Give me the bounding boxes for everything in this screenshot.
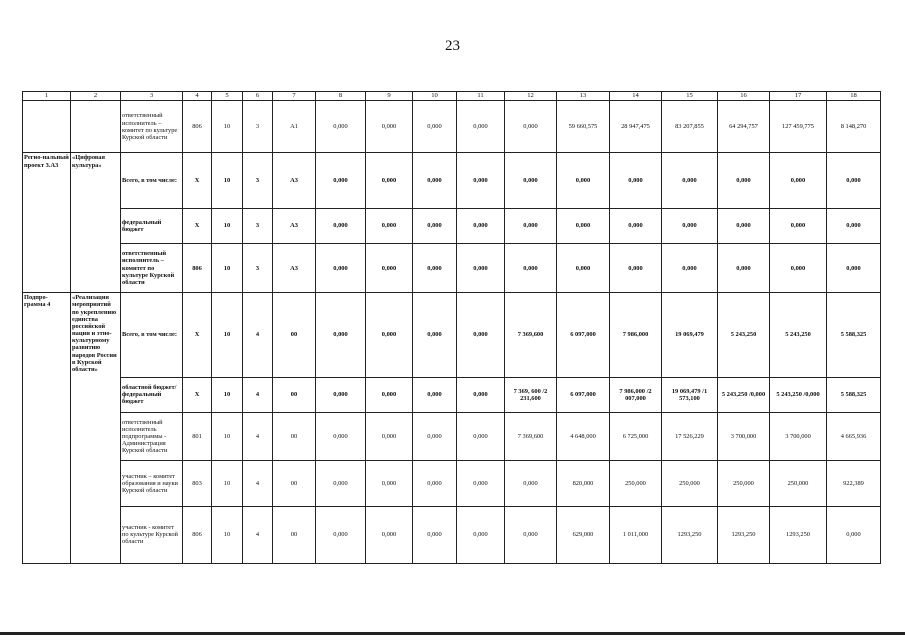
data-cell: 0,000: [413, 243, 457, 292]
group-label-cell: [23, 101, 71, 153]
column-number-16: 16: [718, 92, 770, 101]
page-number: 23: [445, 38, 460, 54]
data-cell: 0,000: [610, 153, 662, 208]
row-description-cell: ответственный исполнитель подпрограммы - Администрация Курской области: [121, 413, 183, 461]
data-cell: 0,000: [557, 243, 610, 292]
column-number-4: 4: [183, 92, 212, 101]
data-cell: 0,000: [610, 208, 662, 243]
data-cell: 0,000: [316, 377, 366, 412]
data-cell: 0,000: [457, 461, 505, 506]
data-cell: 0,000: [457, 243, 505, 292]
data-cell: 19 069,479: [662, 293, 718, 378]
data-cell: 00: [273, 506, 316, 563]
data-cell: 4 665,936: [827, 413, 881, 461]
data-cell: 5 243,250: [770, 293, 827, 378]
group-title-cell: [71, 101, 121, 153]
group-label-cell: Регио-нальный проект 3.А3: [23, 153, 71, 293]
group-title-cell: «Цифровая культура»: [71, 153, 121, 293]
column-number-5: 5: [212, 92, 243, 101]
data-cell: 0,000: [770, 208, 827, 243]
data-cell: 0,000: [457, 153, 505, 208]
column-number-11: 11: [457, 92, 505, 101]
column-number-1: 1: [23, 92, 71, 101]
data-cell: 4: [243, 293, 273, 378]
table-row: [23, 243, 881, 292]
data-cell: 0,000: [827, 243, 881, 292]
data-cell: 6 097,000: [557, 377, 610, 412]
row-description-cell: областной бюджет/ федеральный бюджет: [121, 377, 183, 412]
data-cell: 28 947,475: [610, 101, 662, 153]
column-number-17: 17: [770, 92, 827, 101]
data-cell: 0,000: [662, 153, 718, 208]
data-cell: 0,000: [557, 208, 610, 243]
data-cell: 0,000: [505, 243, 557, 292]
data-cell: 1293,250: [718, 506, 770, 563]
data-cell: 0,000: [770, 243, 827, 292]
data-cell: 4: [243, 506, 273, 563]
data-cell: 801: [183, 413, 212, 461]
data-cell: А3: [273, 243, 316, 292]
data-cell: 0,000: [366, 461, 413, 506]
data-cell: 4: [243, 461, 273, 506]
data-cell: 3: [243, 153, 273, 208]
data-cell: 0,000: [662, 243, 718, 292]
data-cell: 0,000: [316, 243, 366, 292]
data-cell: 0,000: [413, 293, 457, 378]
data-cell: 0,000: [457, 413, 505, 461]
column-number-7: 7: [273, 92, 316, 101]
data-cell: А3: [273, 153, 316, 208]
data-cell: 4: [243, 377, 273, 412]
data-cell: 0,000: [505, 461, 557, 506]
data-cell: 4 648,000: [557, 413, 610, 461]
data-cell: 0,000: [413, 461, 457, 506]
data-cell: 0,000: [505, 506, 557, 563]
table-row: [23, 293, 881, 378]
data-cell: 0,000: [557, 153, 610, 208]
data-cell: 64 294,757: [718, 101, 770, 153]
table-row: [23, 101, 881, 153]
column-number-3: 3: [121, 92, 183, 101]
table-row: [23, 461, 881, 506]
data-cell: 3 700,000: [718, 413, 770, 461]
data-cell: 0,000: [505, 208, 557, 243]
data-cell: 0,000: [413, 413, 457, 461]
data-cell: 0,000: [827, 208, 881, 243]
data-cell: 0,000: [413, 153, 457, 208]
data-cell: 250,000: [770, 461, 827, 506]
data-cell: 806: [183, 101, 212, 153]
group-title-cell: «Реализация мероприятий по укреплению единства российской нации и этно-культурному развитию народов России в Курской области»: [71, 293, 121, 564]
data-cell: 0,000: [457, 506, 505, 563]
data-cell: X: [183, 293, 212, 378]
data-cell: 0,000: [610, 243, 662, 292]
data-cell: 0,000: [457, 377, 505, 412]
data-cell: 10: [212, 243, 243, 292]
data-cell: 922,389: [827, 461, 881, 506]
row-description-cell: Всего, в том числе:: [121, 153, 183, 208]
data-cell: 806: [183, 243, 212, 292]
data-cell: 00: [273, 461, 316, 506]
data-cell: 820,000: [557, 461, 610, 506]
data-cell: 803: [183, 461, 212, 506]
data-cell: 127 459,775: [770, 101, 827, 153]
data-cell: 0,000: [770, 153, 827, 208]
data-cell: 7 369,600: [505, 413, 557, 461]
data-cell: 3: [243, 208, 273, 243]
data-cell: 0,000: [505, 153, 557, 208]
data-cell: 0,000: [827, 506, 881, 563]
data-cell: 5 243,250 /0,000: [770, 377, 827, 412]
data-cell: 3: [243, 101, 273, 153]
data-cell: 0,000: [366, 413, 413, 461]
data-cell: 0,000: [366, 506, 413, 563]
data-cell: 00: [273, 413, 316, 461]
data-cell: 7 369,600: [505, 293, 557, 378]
data-cell: 0,000: [505, 101, 557, 153]
column-number-10: 10: [413, 92, 457, 101]
data-cell: А1: [273, 101, 316, 153]
data-cell: 0,000: [366, 208, 413, 243]
data-cell: 3 700,000: [770, 413, 827, 461]
data-cell: 0,000: [316, 413, 366, 461]
data-cell: 0,000: [413, 208, 457, 243]
data-cell: 5 588,325: [827, 293, 881, 378]
data-cell: 806: [183, 506, 212, 563]
table-row: [23, 153, 881, 208]
data-cell: 00: [273, 293, 316, 378]
data-cell: 0,000: [366, 293, 413, 378]
data-cell: 250,000: [718, 461, 770, 506]
data-cell: 0,000: [718, 243, 770, 292]
data-cell: 4: [243, 413, 273, 461]
data-cell: 0,000: [457, 293, 505, 378]
row-description-cell: Всего, в том числе:: [121, 293, 183, 378]
data-cell: 0,000: [827, 153, 881, 208]
data-cell: 0,000: [413, 506, 457, 563]
column-number-15: 15: [662, 92, 718, 101]
table-header-row: [23, 92, 881, 101]
data-cell: 59 660,575: [557, 101, 610, 153]
data-cell: 250,000: [662, 461, 718, 506]
row-description-cell: ответственный исполнитель – комитет по культуре Курской области: [121, 101, 183, 153]
data-cell: 0,000: [316, 153, 366, 208]
data-cell: 10: [212, 377, 243, 412]
column-number-13: 13: [557, 92, 610, 101]
data-cell: 0,000: [316, 293, 366, 378]
data-cell: 3: [243, 243, 273, 292]
data-cell: 0,000: [366, 101, 413, 153]
data-cell: 7 986,000: [610, 293, 662, 378]
data-cell: 10: [212, 293, 243, 378]
data-cell: 10: [212, 461, 243, 506]
group-label-cell: Подпро-грамма 4: [23, 293, 71, 564]
data-cell: 6 725,000: [610, 413, 662, 461]
table-row: [23, 413, 881, 461]
budget-table: [22, 91, 881, 564]
table-row: [23, 377, 881, 412]
data-cell: 0,000: [316, 506, 366, 563]
column-number-6: 6: [243, 92, 273, 101]
data-cell: 629,000: [557, 506, 610, 563]
data-cell: 5 243,250: [718, 293, 770, 378]
row-description-cell: федеральный бюджет: [121, 208, 183, 243]
data-cell: 7 986,000 /2 007,000: [610, 377, 662, 412]
data-cell: 10: [212, 208, 243, 243]
data-cell: 0,000: [413, 101, 457, 153]
data-cell: 5 243,250 /0,000: [718, 377, 770, 412]
data-cell: X: [183, 208, 212, 243]
data-cell: 19 069,479 /1 573,100: [662, 377, 718, 412]
data-cell: 0,000: [316, 208, 366, 243]
data-cell: X: [183, 377, 212, 412]
column-number-14: 14: [610, 92, 662, 101]
column-number-2: 2: [71, 92, 121, 101]
data-cell: 0,000: [366, 377, 413, 412]
data-cell: 0,000: [316, 461, 366, 506]
data-cell: 7 369, 600 /2 231,600: [505, 377, 557, 412]
bottom-border-line: [0, 632, 905, 635]
table-row: [23, 506, 881, 563]
data-cell: 0,000: [718, 153, 770, 208]
data-cell: 10: [212, 153, 243, 208]
data-cell: 0,000: [413, 377, 457, 412]
column-number-18: 18: [827, 92, 881, 101]
data-cell: 250,000: [610, 461, 662, 506]
data-cell: 0,000: [718, 208, 770, 243]
data-cell: 1293,250: [770, 506, 827, 563]
table-row: [23, 208, 881, 243]
data-cell: 17 526,229: [662, 413, 718, 461]
column-number-9: 9: [366, 92, 413, 101]
data-cell: 1293,250: [662, 506, 718, 563]
row-description-cell: участник – комитет образования и науки Курской области: [121, 461, 183, 506]
data-cell: 0,000: [662, 208, 718, 243]
column-number-8: 8: [316, 92, 366, 101]
data-cell: 0,000: [366, 153, 413, 208]
data-cell: 0,000: [457, 101, 505, 153]
data-cell: 1 011,000: [610, 506, 662, 563]
data-cell: 0,000: [457, 208, 505, 243]
data-cell: 8 148,270: [827, 101, 881, 153]
data-cell: 6 097,000: [557, 293, 610, 378]
data-cell: 00: [273, 377, 316, 412]
row-description-cell: участник - комитет по культуре Курской области: [121, 506, 183, 563]
data-cell: 83 207,855: [662, 101, 718, 153]
data-cell: 10: [212, 413, 243, 461]
data-cell: 5 588,325: [827, 377, 881, 412]
data-cell: 10: [212, 506, 243, 563]
row-description-cell: ответственный исполнитель – комитет по культуре Курской области: [121, 243, 183, 292]
data-cell: 10: [212, 101, 243, 153]
column-number-12: 12: [505, 92, 557, 101]
data-cell: 0,000: [366, 243, 413, 292]
data-cell: 0,000: [316, 101, 366, 153]
data-cell: X: [183, 153, 212, 208]
data-cell: А3: [273, 208, 316, 243]
